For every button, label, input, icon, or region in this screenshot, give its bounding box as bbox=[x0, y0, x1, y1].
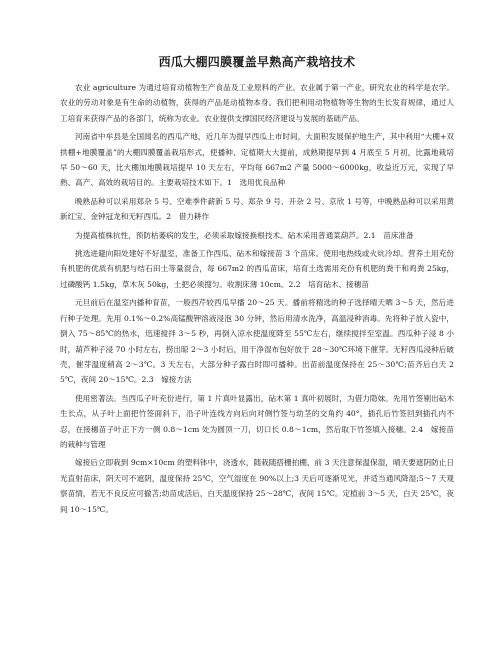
paragraph-grafting-intro: 为提高植株抗性，预防枯萎病的发生，必须采取嫁接换根技术。砧木采用普通菜葫芦。2.1 苗床准备 bbox=[75, 230, 414, 240]
paragraph-grafting-method: 使用密著法。当西瓜子叶充份进行，第 1 片真叶显露出，砧木第 1 真叶初展时，为借力隐妹。先用竹签剔出砧木生长点，从子叶上面把竹签面斜下，沿子叶连线方向后向对侧竹签与幼茎的交角约 40°，插孔后竹签回到插孔内不忍，在接穗苗子叶正下方一侧 0.8～1cm 处为圆顶一刀，切口长 0.8～1cm，然后取下竹签填入接穗。2.4 嫁接苗的栽种与管理 bbox=[60, 393, 454, 449]
paragraph-seedling-management: 嫁接后立即栽到 9cm×10cm 的塑料钵中，浇透水，随栽随搭栅拍棚，前 3 天注意保温保湿，晴天要遮阴防止日光直射苗床，阴天可不遮阴，温度保持 25℃，空气湿度在 90%以上;3 天后可逐渐见光，并适当通风降湿;5～7 天观察苗情，若无不良反应可撤苫;幼苗成活后，白天温度保持 25～28℃，夜间 15℃。定植前 3～5 天，白天 25℃，夜间 10～15℃。 bbox=[60, 458, 454, 514]
document-title: 西瓜大棚四膜覆盖早熟高产栽培技术 bbox=[158, 55, 356, 69]
paragraph-zhongmou-overview: 河南省中牟县是全国闻名的西瓜产地，近几年为提早西瓜上市时间，大面积发展保护地生产，其中利用“大棚+双拱棚+地膜覆盖”的大棚四膜覆盖栽培形式，使播种、定植期大大提前，成熟期提早到 4 月底至 5 月初，比露地栽培早 50～60 天，比大棚加地膜栽培提早 10 天左右，平均每 667m2 产量 5000～6000kg，收益近万元，实现了早熟、高产、高效的栽培目的。主要栽培技术如下。1 选用优良品种 bbox=[60, 132, 454, 188]
paragraph-agriculture-intro: 农业 agriculture 为通过培育动植物生产食品及工业原料的产业。农业属于第一产业，研究农业的科学是农学。农业的劳动对象是有生命的动植物，获得的产品是动植物本身。我们把利用动物植物等生物的生长发育规律，通过人工培育来获得产品的各部门，统称为农业。农业提供支撑国民经济建设与发展的基础产品。 bbox=[60, 83, 454, 123]
paragraph-seedling-raising: 元旦前后在温室内播种育苗，一般西芹较西瓜早播 20～25 天。播前将精选的种子选择晴天晒 3～5 天，然后进行种子处理。先用 0.1%～0.2%高锰酸钾溶液浸泡 30 分钟，然后用清水洗净，高温浸种消毒。先将种子放入瓷中，倒入 75～85℃的热水，迅速搅拌 3～5 秒，再倒入凉水使温度降至 55℃左右，继续搅拌至室温。西瓜种子浸 8 小时，葫芦种子浸 70 小时左右，捞出晾 2～3 小时后，用干净湿布包好放于 28～30℃环境下催芽。无籽西瓜浸种后破壳，催芽温度稍高 2～3℃。3 天左右，大部分种子露白时即可播种。出苗前温度保持在 25～30℃;苗齐后白天 25℃，夜间 20～15℃。2.3 嫁接方法 bbox=[60, 298, 454, 385]
paragraph-seedbed: 挑选进避向阳处建好不好温室，准备工作西瓜、砧木和嫁接苗 3 个苗床。使用电热线或火炕冷却。营养土用充份有机肥的优质有机肥与结石田土等量混合，每 667m2 的西瓜苗床，培育土选需用充份有机肥的粪干和鸡粪 25kg，过磷酸钙 1.5kg，草木灰 50kg，土把必须搜匀。收割床薄 10cm。2.2 培育砧木、接穗苗 bbox=[60, 249, 454, 289]
paragraph-varieties: 晚熟品种可以采用郑杂 5 号、空难季件薪新 5 号、郑杂 9 号、开杂 2 号、京欣 1 号等，中晚熟品种可以采用黄新红宝、金钟冠龙和无籽西瓜。2 借力耕作 bbox=[60, 196, 454, 222]
